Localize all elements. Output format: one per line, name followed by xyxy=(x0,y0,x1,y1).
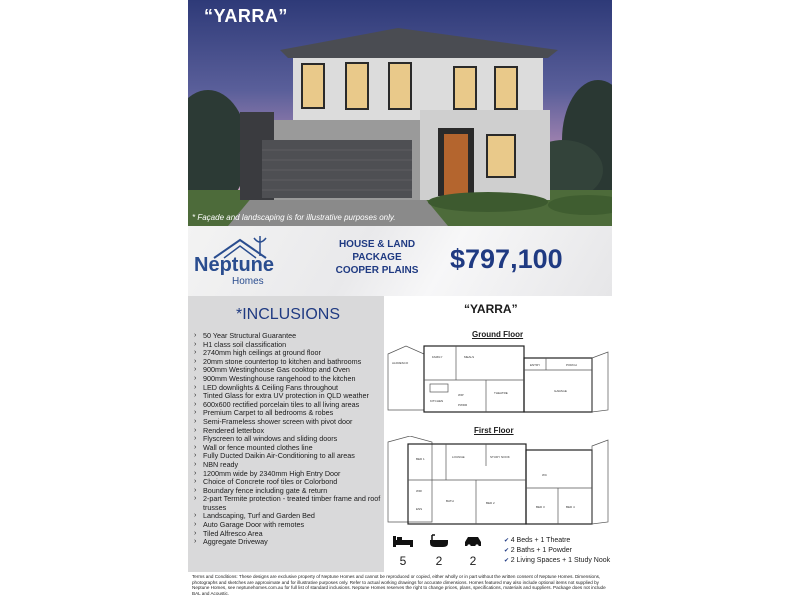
bed-icon xyxy=(392,534,414,553)
first-floor-label: First Floor xyxy=(474,426,514,435)
room-label: BATH xyxy=(446,499,454,503)
car-icon xyxy=(462,534,484,553)
brand-name: Neptune xyxy=(194,254,274,276)
room-label: STUDY NOOK xyxy=(490,455,510,459)
list-item: › 600x600 rectified porcelain tiles to all living areas xyxy=(192,401,382,410)
room-label: PORCH xyxy=(566,363,577,367)
list-item: › Semi-Frameless shower screen with pivot door xyxy=(192,418,382,427)
room-label: ALFRESCO xyxy=(392,361,409,365)
list-item: › Tinted Glass for extra UV protection in QLD weather xyxy=(192,392,382,401)
list-item: › 2-part Termite protection - treated timber frame and roof trusses xyxy=(192,495,382,512)
list-item: › 20mm stone countertop to kitchen and bathrooms xyxy=(192,358,382,367)
list-item: › 900mm Westinghouse rangehood to the kitchen xyxy=(192,375,382,384)
room-label: MEALS xyxy=(464,355,475,359)
list-item: › Auto Garage Door with remotes xyxy=(192,521,382,530)
floorplan-panel xyxy=(384,296,612,572)
house-illustration xyxy=(188,0,612,226)
list-item: › Choice of Concrete roof tiles or Colorbond xyxy=(192,478,382,487)
room-label: FAMILY xyxy=(432,355,443,359)
list-item: › Boundary fence including gate & return xyxy=(192,487,382,496)
list-item: › H1 class soil classification xyxy=(192,341,382,350)
summary-item: ✔ 2 Baths + 1 Powder xyxy=(504,546,610,556)
list-item: › Fully Ducted Daikin Air-Conditioning to all areas xyxy=(192,452,382,461)
hero-image xyxy=(188,0,612,226)
summary-item: ✔ 2 Living Spaces + 1 Study Nook xyxy=(504,556,610,566)
list-item: › Aggregate Driveway xyxy=(192,538,382,547)
list-item: › Tiled Alfresco Area xyxy=(192,530,382,539)
bath-icon xyxy=(428,534,450,553)
room-label: BED 1 xyxy=(416,457,425,461)
room-label: GARAGE xyxy=(554,389,567,393)
inclusions-panel xyxy=(188,296,384,572)
list-item: › 900mm Westinghouse Gas cooktop and Oven xyxy=(192,366,382,375)
brochure-page xyxy=(188,0,612,600)
package-line-2: PACKAGE xyxy=(352,252,402,263)
list-item: › Rendered letterbox xyxy=(192,427,382,436)
room-label: ENTRY xyxy=(530,363,541,367)
list-item: › 2740mm high ceilings at ground floor xyxy=(192,349,382,358)
baths-count: 2 xyxy=(435,554,443,568)
room-label: WC xyxy=(542,473,547,477)
plan-title: “YARRA” xyxy=(464,302,518,316)
list-item: › Flyscreen to all windows and sliding doors xyxy=(192,435,382,444)
package-line-3: COOPER PLAINS xyxy=(335,265,419,276)
package-price: $797,100 xyxy=(450,244,563,274)
list-item: › 50 Year Structural Guarantee xyxy=(192,332,382,341)
room-label: BED 2 xyxy=(486,501,495,505)
package-description xyxy=(332,238,422,277)
list-item: › 1200mm wide by 2340mm High Entry Door xyxy=(192,470,382,479)
summary-item: ✔ 4 Beds + 1 Theatre xyxy=(504,536,610,546)
list-item: › LED downlights & Ceiling Fans throughout xyxy=(192,384,382,393)
ground-floor-label: Ground Floor xyxy=(472,330,524,339)
terms-and-conditions: Terms and Conditions: These designs are exclusive property of Neptune Homes and cannot be reproduced or copied, either wholly or in part without the written consent of Neptune Homes. Dimensions, photographs and sketches are approximate and for illustrative purposes only. Refer to actual working drawings for accurate dimensions. Homes featured may also include optional items not supplied by Neptune Homes, see neptunehomes.com.au for full list of standard inclusions. Neptune Homes reserves the right to change prices, plans, specifications, materials and suppliers. Package does not include BAL and Acoustic. xyxy=(192,574,606,596)
room-label: BED 3 xyxy=(536,505,545,509)
room-label: WIP xyxy=(458,393,464,397)
cars-count: 2 xyxy=(469,554,477,568)
room-label: LOUNGE xyxy=(452,455,465,459)
beds-count: 5 xyxy=(399,554,407,568)
hero-title: “YARRA” xyxy=(204,6,288,26)
room-label: ENS xyxy=(416,507,423,511)
room-label: PWDR xyxy=(458,403,468,407)
first-floor-plan xyxy=(386,436,610,528)
ground-floor-plan xyxy=(386,340,610,416)
room-label: BED 4 xyxy=(566,505,575,509)
brand-sub: Homes xyxy=(232,276,264,287)
list-item: › Landscaping, Turf and Garden Bed xyxy=(192,512,382,521)
inclusions-title: *INCLUSIONS xyxy=(236,306,341,323)
list-item: › NBN ready xyxy=(192,461,382,470)
room-label: WIR xyxy=(416,489,422,493)
inclusions-list xyxy=(192,332,382,547)
list-item: › Premium Carpet to all bedrooms & robes xyxy=(192,409,382,418)
room-label: THEATRE xyxy=(494,391,508,395)
list-item: › Wall or fence mounted clothes line xyxy=(192,444,382,453)
facade-disclaimer: * Façade and landscaping is for illustrative purposes only. xyxy=(192,213,396,222)
features-row xyxy=(392,534,492,570)
price-banner xyxy=(188,226,612,296)
package-line-1: HOUSE & LAND xyxy=(338,239,416,250)
home-summary xyxy=(504,536,610,566)
room-label: KITCHEN xyxy=(430,399,444,403)
